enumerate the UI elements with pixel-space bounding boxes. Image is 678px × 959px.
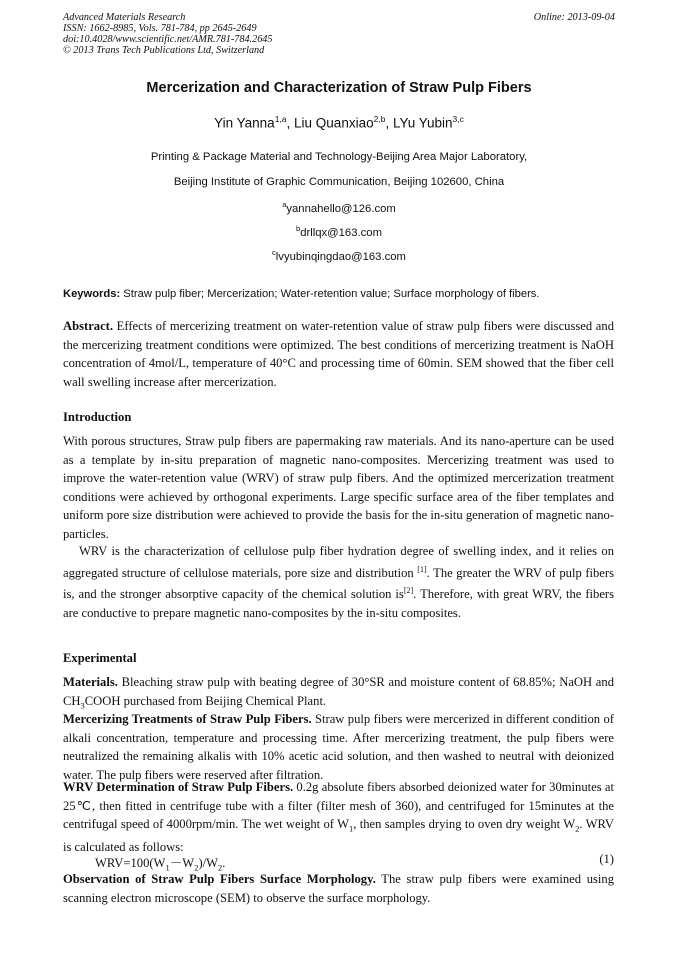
affiliation-line-2: Beijing Institute of Graphic Communication, Beijing 102600, China — [173, 176, 505, 188]
materials-paragraph — [63, 673, 614, 715]
mercerizing-paragraph — [63, 710, 614, 784]
issn-line: ISSN: 1662-8985, Vols. 781-784, pp 2645-2649 — [63, 23, 257, 34]
email-address: yannahello@126.com — [286, 202, 396, 215]
paragraph-text: Straw pulp fibers were mercerized in different condition of alkali concentration, temperature and processing time. After mercerizing treatment, the pulp fibers were neutralized the remaining alkalis with 10% acetic acid solution, and then washed to neutral with deionized water. The pulp fibers were reserved after filtration. — [63, 712, 614, 782]
keywords-text: Straw pulp fiber; Mercerization; Water-retention value; Surface morphology of fibers. — [120, 288, 540, 300]
journal-name: Advanced Materials Research — [63, 12, 186, 23]
author-affiliation-mark: 3,c — [452, 114, 464, 124]
abstract-text: Effects of mercerizing treatment on water-retention value of straw pulp fibers were discussed and the mercerizing treatment conditions were optimized. The best conditions of mercerizing treatment is NaOH concentration of 4mol/L, temperature of 40°C and processing time of 60min. SEM showed that the fiber cell wall swelling increase after mercerization. — [63, 319, 614, 389]
citation-ref[interactable]: [1] — [417, 564, 427, 574]
author-name: LYu Yubin — [392, 115, 453, 131]
introduction-heading: Introduction — [63, 410, 132, 424]
equation-text: )/W — [198, 856, 219, 870]
author-separator: , — [385, 115, 393, 131]
copyright-line: © 2013 Trans Tech Publications Ltd, Switzerland — [63, 45, 265, 56]
email-mark: b — [296, 224, 301, 233]
paragraph-text: . WRV is calculated as follows: — [63, 817, 614, 855]
equation-text: . — [222, 856, 226, 870]
wrv-label: WRV Determination of Straw Pulp Fibers. — [63, 780, 294, 794]
email-mark: c — [272, 248, 276, 257]
citation-ref[interactable]: [2] — [403, 586, 414, 596]
subscript: 2 — [218, 862, 223, 873]
email-c — [0, 248, 678, 263]
subscript: 2 — [194, 862, 199, 873]
author-affiliation-mark: 1,a — [274, 114, 287, 124]
email-address: drllqx@163.com — [300, 226, 382, 239]
online-date: Online: 2013-09-04 — [533, 12, 615, 23]
subscript: 1 — [348, 823, 354, 834]
author-affiliation-mark: 2,b — [373, 114, 386, 124]
materials-label: Materials. — [63, 675, 118, 689]
paragraph-text: . Therefore, with great WRV, the fibers are conductive to prepare magnetic nano-composites by the in-situ composites. — [63, 587, 615, 620]
journal-header — [63, 12, 615, 56]
paper-title: Mercerization and Characterization of Straw Pulp Fibers — [146, 80, 532, 96]
subscript: 2 — [575, 823, 580, 834]
paragraph-text: The straw pulp fibers were examined using scanning electron microscope (SEM) to observe the surface morphology. — [63, 872, 614, 905]
experimental-heading: Experimental — [63, 651, 137, 665]
keywords-label: Keywords: — [63, 288, 121, 300]
mercerizing-label: Mercerizing Treatments of Straw Pulp Fibers. — [63, 712, 312, 726]
observation-label: Observation of Straw Pulp Fibers Surface Morphology. — [63, 872, 376, 886]
email-a — [0, 200, 678, 215]
subscript: 1 — [165, 862, 170, 873]
paragraph-text: WRV is the characterization of cellulose pulp fiber hydration degree of swelling index, and it relies on aggregated structure of cellulose materials, pore size and distribution — [63, 544, 614, 580]
paragraph-text: 0.2g absolute fibers absorbed deionized water for 30minutes at 25℃, then fitted in centrifuge tube with a filter (filter mesh of 360), and centrifuged for 15minutes at the centrifugal speed of 4000rpm/min. The wet weight of W — [63, 780, 614, 831]
observation-paragraph — [63, 870, 614, 907]
paragraph-text: Bleaching straw pulp with beating degree of 30°SR and moisture content of 68.85%; NaOH and CH — [63, 675, 614, 708]
author-list — [0, 114, 678, 131]
introduction-paragraph-2 — [63, 542, 614, 622]
paragraph-text: , then samples drying to oven dry weight W — [353, 817, 576, 831]
email-address: lvyubinqingdao@163.com — [275, 250, 406, 263]
doi-line: doi:10.4028/www.scientific.net/AMR.781-784.2645 — [63, 34, 273, 45]
equation-text: －W — [169, 856, 195, 870]
email-mark: a — [282, 200, 287, 209]
abstract-label: Abstract. — [63, 319, 114, 333]
abstract — [63, 317, 614, 391]
affiliation-line-1: Printing & Package Material and Technology-Beijing Area Major Laboratory, — [150, 151, 528, 163]
equation-text: WRV=100(W — [95, 856, 166, 870]
author-name: Liu Quanxiao — [294, 115, 374, 131]
keywords — [63, 288, 623, 300]
paragraph-text: COOH purchased from Beijing Chemical Plant. — [84, 693, 327, 708]
paragraph-text: . The greater the WRV of pulp fibers is, and the stronger absorptive capacity of the chemical solution is — [63, 565, 614, 602]
email-b — [0, 224, 678, 239]
subscript: 3 — [80, 700, 85, 711]
introduction-paragraph-1: With porous structures, Straw pulp fibers are papermaking raw materials. And its nano-aperture can be used as a template by in-situ preparation of magnetic nano-composites. Mercerizing treatment was used to improve the water-retention value (WRV) of straw pulp fibers. And the optimized mercerization treatment conditions were achieved by orthogonal experiments. Large specific surface area of the fiber templates and uniform pore size distribution were achieved to provide the basis for the in-situ generation of magnetic nano-particles. — [63, 434, 614, 541]
author-separator: , — [286, 115, 295, 131]
wrv-paragraph — [63, 778, 614, 857]
author-name: Yin Yanna — [214, 115, 275, 131]
equation-number: (1) — [599, 852, 614, 866]
